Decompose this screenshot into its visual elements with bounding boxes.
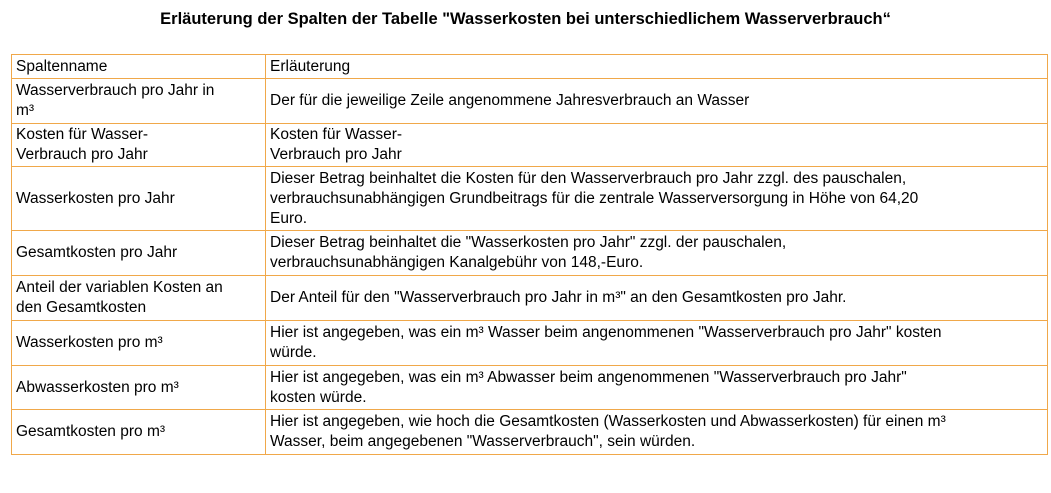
explanation-cell bbox=[266, 276, 1048, 321]
header-cell-column-name: Spaltenname bbox=[12, 55, 266, 79]
column-name-cell bbox=[12, 276, 266, 321]
cell-text-line: Der für die jeweilige Zeile angenommene Jahresverbrauch an Wasser bbox=[270, 92, 750, 109]
cell-text-line: Gesamtkosten pro m³ bbox=[16, 423, 166, 440]
column-name-cell bbox=[12, 124, 266, 167]
cell-text-line: den Gesamtkosten bbox=[16, 299, 147, 316]
explanation-cell bbox=[266, 231, 1048, 276]
table-row bbox=[12, 124, 1048, 167]
cell-text-line: Verbrauch pro Jahr bbox=[270, 146, 402, 163]
cell-text-line: Abwasserkosten pro m³ bbox=[16, 378, 179, 396]
cell-text-line: Hier ist angegeben, was ein m³ Wasser beim angenommenen "Wasserverbrauch pro Jahr" kosten bbox=[270, 324, 942, 341]
cell-text-line: Wasserkosten pro Jahr bbox=[16, 189, 175, 207]
cell-text-line: Wasserverbrauch pro Jahr in bbox=[16, 82, 215, 99]
explanation-cell bbox=[266, 167, 1048, 231]
cell-text-line: kosten würde. bbox=[270, 388, 367, 406]
table-row bbox=[12, 167, 1048, 231]
cell-text-line: Hier ist angegeben, was ein m³ Abwasser beim angenommenen "Wasserverbrauch pro Jahr" bbox=[270, 368, 907, 386]
explanation-cell bbox=[266, 366, 1048, 410]
column-name-cell bbox=[12, 167, 266, 231]
cell-text-line: Euro. bbox=[270, 209, 308, 227]
header-cell-explanation: Erläuterung bbox=[266, 55, 1048, 79]
cell-text-line: Anteil der variablen Kosten an bbox=[16, 279, 223, 296]
explanation-cell bbox=[266, 124, 1048, 167]
table-row bbox=[12, 276, 1048, 321]
column-name-cell bbox=[12, 410, 266, 455]
cell-text-line: verbrauchsunabhängigen Kanalgebühr von 148,-Euro. bbox=[270, 254, 644, 271]
column-name-cell bbox=[12, 79, 266, 124]
table-row bbox=[12, 366, 1048, 410]
table-row bbox=[12, 231, 1048, 276]
page-title: Erläuterung der Spalten der Tabelle "Wasserkosten bei unterschiedlichem Wasserverbrauch“ bbox=[160, 10, 891, 28]
explanation-cell bbox=[266, 79, 1048, 124]
cell-text-line: m³ bbox=[16, 102, 35, 119]
cell-text-line: Kosten für Wasser- bbox=[16, 126, 149, 143]
column-name-cell bbox=[12, 321, 266, 366]
column-name-cell bbox=[12, 231, 266, 276]
cell-text-line: Wasserkosten pro m³ bbox=[16, 334, 163, 351]
table-header-row bbox=[12, 55, 1048, 79]
column-name-cell bbox=[12, 366, 266, 410]
cell-text-line: würde. bbox=[270, 344, 317, 361]
table-row bbox=[12, 321, 1048, 366]
explanation-cell bbox=[266, 321, 1048, 366]
cell-text-line: Dieser Betrag beinhaltet die Kosten für den Wasserverbrauch pro Jahr zzgl. des pauschalen, bbox=[270, 169, 907, 187]
cell-text-line: Kosten für Wasser- bbox=[270, 126, 403, 143]
cell-text-line: Verbrauch pro Jahr bbox=[16, 146, 148, 163]
table-body bbox=[12, 55, 1048, 455]
explanation-cell bbox=[266, 410, 1048, 455]
cell-text-line: Wasser, beim angegebenen "Wasserverbrauch", sein würden. bbox=[270, 433, 696, 450]
cell-text-line: Der Anteil für den "Wasserverbrauch pro Jahr in m³" an den Gesamtkosten pro Jahr. bbox=[270, 289, 847, 306]
cell-text-line: verbrauchsunabhängigen Grundbeitrags für die zentrale Wasserversorgung in Höhe von 64,20 bbox=[270, 189, 919, 207]
table-row bbox=[12, 79, 1048, 124]
table-row bbox=[12, 410, 1048, 455]
cell-text-line: Gesamtkosten pro Jahr bbox=[16, 244, 178, 261]
cell-text-line: Dieser Betrag beinhaltet die "Wasserkosten pro Jahr" zzgl. der pauschalen, bbox=[270, 234, 787, 251]
cell-text-line: Hier ist angegeben, wie hoch die Gesamtkosten (Wasserkosten und Abwasserkosten) für einen m³ bbox=[270, 413, 946, 430]
explanation-table bbox=[11, 54, 1048, 455]
